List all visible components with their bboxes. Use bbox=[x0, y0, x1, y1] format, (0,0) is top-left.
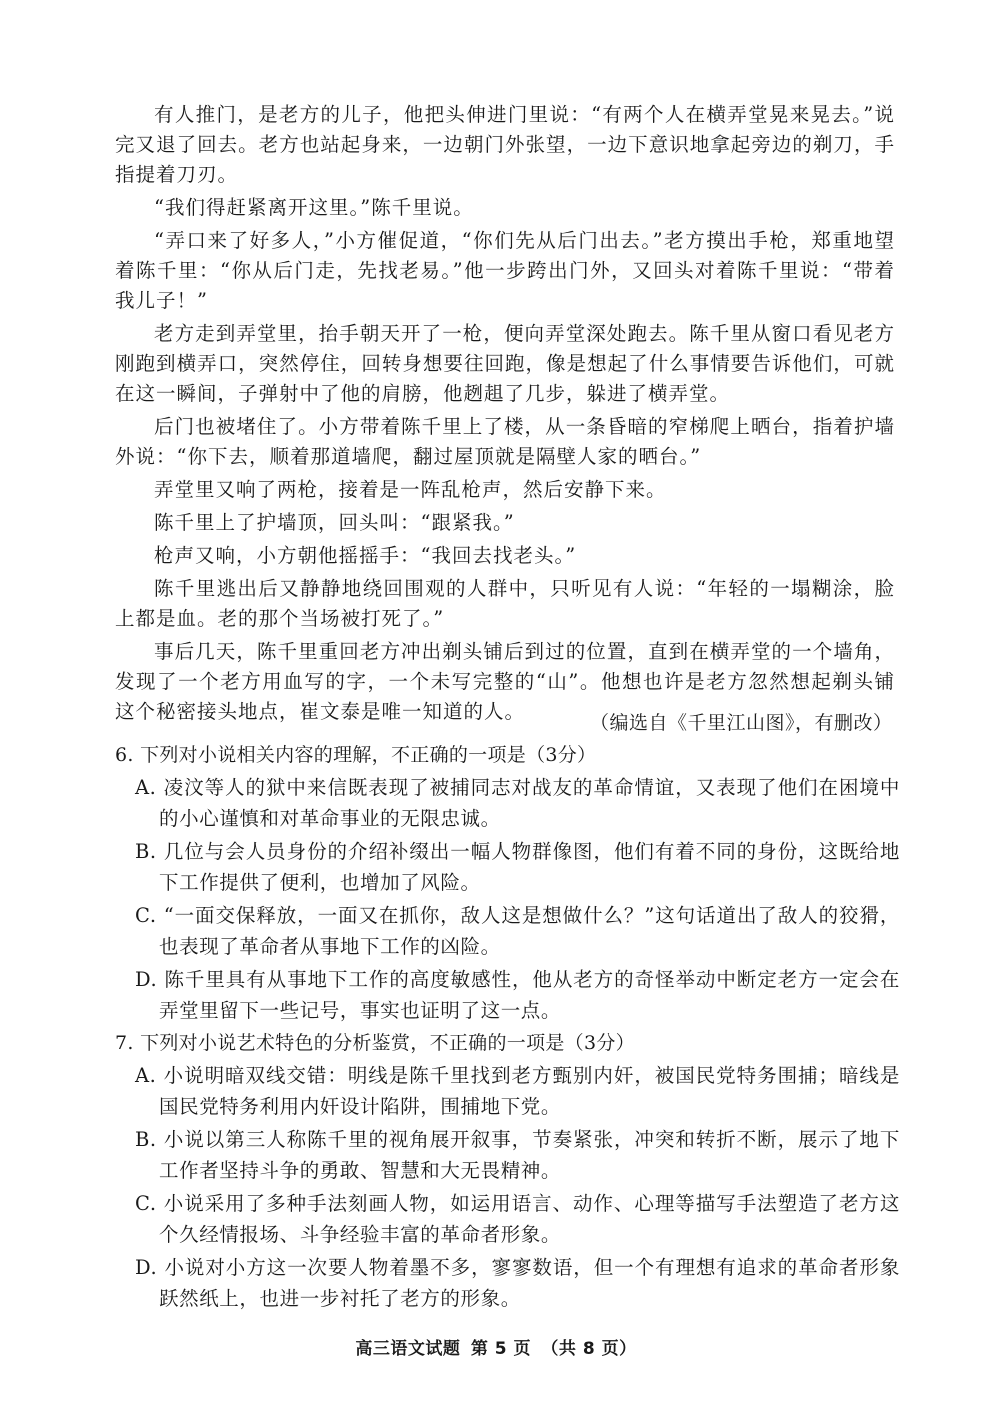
story-excerpt bbox=[115, 100, 895, 730]
story-paragraph: 后门也被堵住了。小方带着陈千里上了楼，从一条昏暗的窄梯爬上晒台，指着护墙外说：“你下去，顺着那道墙爬，翻过屋顶就是隔壁人家的晒台。” bbox=[115, 415, 895, 468]
page-footer bbox=[0, 1334, 992, 1359]
story-paragraph: 事后几天，陈千里重回老方冲出剃头铺后到过的位置，直到在横弄堂的一个墙角，发现了一个老方用血写的字，一个未写完整的“山”。他想也许是老方忽然想起剃头铺这个秘密接头地点，崔文泰是唯一知道的人。 bbox=[115, 640, 895, 723]
question-stem: 6. 下列对小说相关内容的理解，不正确的一项是（3分） bbox=[115, 744, 597, 766]
source-note: （编选自《千里江山图》，有删改） bbox=[590, 712, 893, 734]
option-a: A. 小说明暗双线交错：明线是陈千里找到老方甄别内奸，被国民党特务围捕；暗线是国民党特务利用内奸设计陷阱，围捕地下党。 bbox=[135, 1064, 900, 1118]
option-c: C. 小说采用了多种手法刻画人物，如运用语言、动作、心理等描写手法塑造了老方这个久经情报场、斗争经验丰富的革命者形象。 bbox=[135, 1192, 900, 1246]
option-b: B. 小说以第三人称陈千里的视角展开叙事，节奏紧张，冲突和转折不断，展示了地下工作者坚持斗争的勇敢、智慧和大无畏精神。 bbox=[135, 1128, 900, 1182]
footer-page-total: （共 8 页） bbox=[541, 1339, 637, 1359]
story-paragraph: 陈千里上了护墙顶，回头叫：“跟紧我。” bbox=[154, 511, 515, 534]
option-b: B. 几位与会人员身份的介绍补缀出一幅人物群像图，他们有着不同的身份，这既给地下工作提供了便利，也增加了风险。 bbox=[135, 840, 900, 894]
footer-page-number: 第 5 页 bbox=[470, 1339, 531, 1359]
question-7 bbox=[115, 1028, 900, 1314]
story-paragraph: “我们得赶紧离开这里。”陈千里说。 bbox=[154, 196, 474, 219]
story-paragraph: 枪声又响，小方朝他摇摇手：“我回去找老头。” bbox=[154, 544, 577, 567]
story-paragraph: 陈千里逃出后又静静地绕回围观的人群中，只听见有人说：“年轻的一塌糊涂，脸上都是血。老的那个当场被打死了。” bbox=[115, 577, 895, 630]
story-paragraph: 老方走到弄堂里，抬手朝天开了一枪，便向弄堂深处跑去。陈千里从窗口看见老方刚跑到横弄口，突然停住，回转身想要往回跑，像是想起了什么事情要告诉他们，可就在这一瞬间，子弹射中了他的肩膀，他趔趄了几步，躲进了横弄堂。 bbox=[115, 322, 895, 405]
footer-subject: 高三语文试题 bbox=[355, 1339, 461, 1359]
option-a: A. 凌汶等人的狱中来信既表现了被捕同志对战友的革命情谊，又表现了他们在困境中的小心谨慎和对革命事业的无限忠诚。 bbox=[135, 776, 900, 830]
option-c: C. “一面交保释放，一面又在抓你，敌人这是想做什么？”这句话道出了敌人的狡猾，也表现了革命者从事地下工作的凶险。 bbox=[135, 904, 900, 958]
option-d: D. 陈千里具有从事地下工作的高度敏感性，他从老方的奇怪举动中断定老方一定会在弄堂里留下一些记号，事实也证明了这一点。 bbox=[135, 968, 900, 1022]
story-paragraph: 有人推门，是老方的儿子，他把头伸进门里说：“有两个人在横弄堂晃来晃去。”说完又退了回去。老方也站起身来，一边朝门外张望，一边下意识地拿起旁边的剃刀，手指提着刀刃。 bbox=[115, 103, 895, 186]
question-stem: 7. 下列对小说艺术特色的分析鉴赏，不正确的一项是（3分） bbox=[115, 1032, 635, 1054]
question-list bbox=[115, 740, 900, 1316]
story-paragraph: 弄堂里又响了两枪，接着是一阵乱枪声，然后安静下来。 bbox=[154, 478, 667, 501]
question-6 bbox=[115, 740, 900, 1026]
option-d: D. 小说对小方这一次要人物着墨不多，寥寥数语，但一个有理想有追求的革命者形象跃然纸上，也进一步衬托了老方的形象。 bbox=[135, 1256, 900, 1310]
story-paragraph: “弄口来了好多人，”小方催促道，“你们先从后门出去。”老方摸出手枪，郑重地望着陈千里：“你从后门走，先找老易。”他一步跨出门外，又回头对着陈千里说：“带着我儿子！” bbox=[115, 229, 895, 312]
